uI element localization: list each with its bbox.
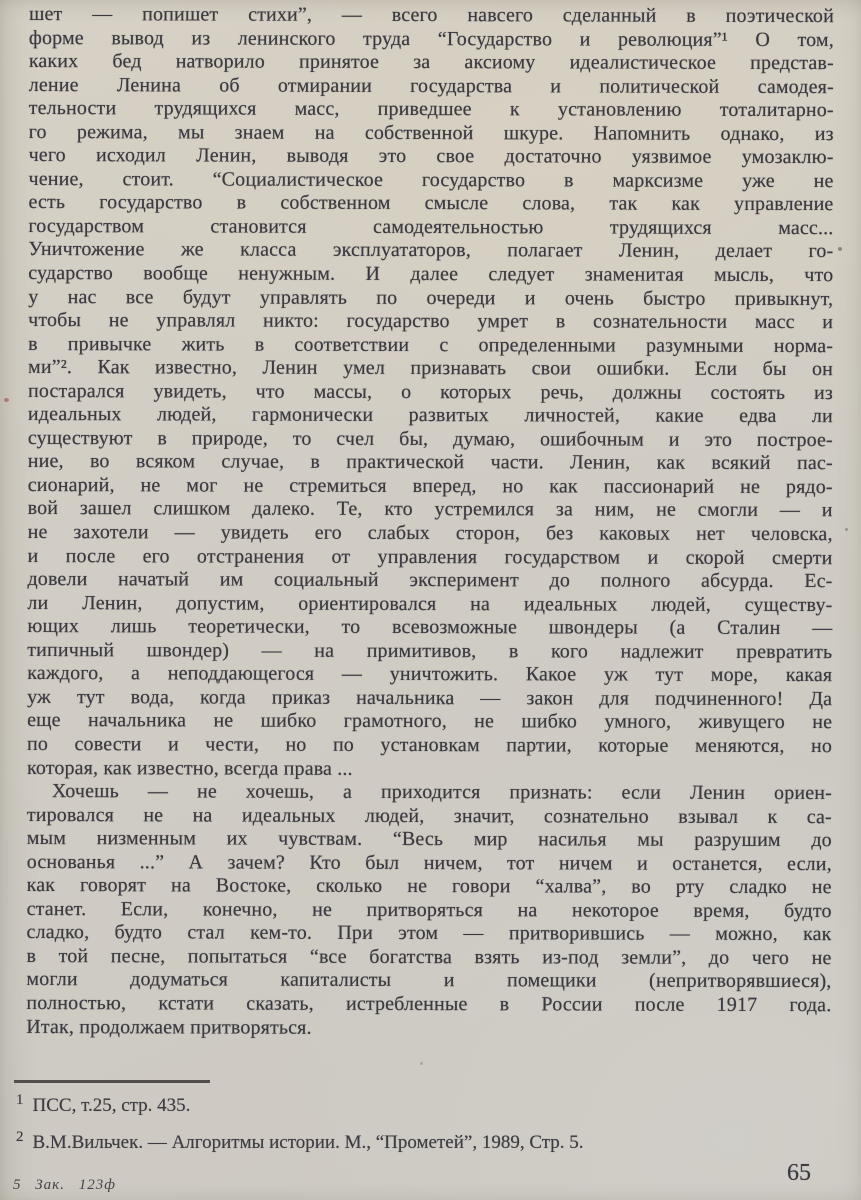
text-line: ющих лишь теоретически, то всевозможные швондеры (а Сталин — [27,615,833,640]
text-line: сионарий, не мог не стремиться вперед, но как пассионарий не рядо- [27,473,833,499]
text-line: основанья ...” А зачем? Кто был ничем, тот ничем и останется, если, [26,850,832,875]
text-line: мым низменным их чувствам. “Весь мир насилья мы разрушим до [26,827,832,852]
text-line: которая, как известно, всегда права ... [26,756,353,780]
text-line: каких бед натворило принятое за аксиому идеалистическое представ- [28,50,834,75]
text-line: уж тут вода, когда приказ начальника — закон для подчиненного! Да [27,685,833,710]
text-line: вой зашел слишком далеко. Те, кто устремился за ним, не смогли — и [27,497,833,522]
text-line: типичный швондер) — на примитивов, в кого надлежит превратить [27,638,833,663]
text-line: у нас все будут управлять по очереди и очень быстро привыкнут, [28,285,834,310]
footnote-2 [16,1131,831,1155]
text-line: постарался увидеть, что массы, о которых речь, должны состоять из [27,379,834,404]
text-line: и после его отстранения от управления государством и скорой смерти [27,544,833,569]
text-line: го режима, мы знаем на собственной шкуре. Напомнить однако, из [28,120,834,145]
text-line: чего исходил Ленин, выводя это свое достаточно уязвимое умозаклю- [28,144,834,169]
text-line: тировался не на идеальных людей, значит, сознательно взывал к са- [26,803,832,828]
scan-speck [838,247,842,251]
text-line: Хочешь — не хочешь, а приходится признать: если Ленин ориен- [51,780,832,805]
text-line: ми”². Как известно, Ленин умел признавать свои ошибки. Если бы он [28,356,834,381]
text-line: чтобы не управлял никто: государство умрет в сознательности масс и [28,309,834,334]
text-line: не захотели — увидеть его слабых сторон, без каковых нет человска, [27,521,833,546]
text-line: Уничтожение же класса эксплуататоров, полагает Ленин, делает го- [28,238,834,263]
text-line: ление Ленина об отмирании государства и политической самодея- [28,73,834,98]
text-line: шет — попишет стихи”, — всего навсего сделанный в поэтической [28,3,834,28]
footnote-divider [14,1080,210,1083]
text-line: в привычке жить в соответствии с определенными разумными норма- [28,332,834,357]
scan-speck [845,528,848,531]
text-line: чение, стоит. “Социалистическое государство в марксизме уже не [28,167,834,192]
text-line: по совести и чести, но по установкам партии, которые меняются, но [27,732,833,758]
text-line: еще начальника не шибко грамотного, не шибко умного, живущего не [27,709,833,734]
text-line: сладко, будто стал кем-то. При этом — притворившись — можно, как [26,921,832,946]
printer-mark: 5 Зак. 123ф [13,1177,116,1193]
text-line: форме вывод из ленинского труда “Государство и революция”¹ О том, [28,26,834,51]
footnote-1-text: ПСС, т.25, стр. 435. [32,1095,191,1116]
text-line: ние, во всяком случае, в практической части. Ленин, как всякий пас- [27,450,833,475]
text-line: довели начатый им социальный эксперимент до полного абсурда. Ес- [27,568,833,593]
footnote-2-text: В.М.Вильчек. — Алгоритмы истории. М., “Прометей”, 1989, Стр. 5. [32,1132,584,1153]
text-line: могли додуматься капиталисты и помещики (непритворявшиеся), [26,968,832,993]
text-line: есть государство в собственном смысле слова, так как управление [28,191,834,216]
footnote-1 [16,1094,831,1118]
page-text [26,3,834,1041]
footnote-1-marker: 1 [16,1092,24,1108]
scan-speck [4,398,9,402]
footnote-2-marker: 2 [16,1129,24,1145]
footnotes-section [14,1080,831,1168]
text-line: в той песне, попытаться “все богатства взять из-под земли”, до чего не [26,944,832,969]
text-line: Итак, продолжаем притворяться. [26,1015,312,1039]
text-line: ли Ленин, допустим, ориентировался на идеальных людей, существу- [27,591,833,616]
text-line: каждого, а неподдающегося — уничтожить. Какое уж тут море, какая [27,662,833,687]
text-line: станет. Если, конечно, не притворяться на некоторое время, будто [26,897,832,922]
text-line: идеальных людей, гармонически развитых личностей, какие едва ли [27,403,833,428]
text-line: существуют в природе, то счел бы, думаю, ошибочным и это построе- [27,426,833,451]
text-line: тельности трудящихся масс, приведшее к установлению тоталитарно- [28,97,834,122]
text-line: сударство вообще ненужным. И далее следует знаменитая мысль, что [28,262,834,287]
scan-speck [420,1062,423,1065]
text-line: как говорят на Востоке, сколько не говори “халва”, во рту сладко не [26,874,832,899]
page-number: 65 [787,1160,811,1186]
text-line: государством становится самодеятельностью трудящихся масс... [28,214,834,240]
text-line: полностью, кстати сказать, истребленные в России после 1917 года. [26,991,832,1017]
